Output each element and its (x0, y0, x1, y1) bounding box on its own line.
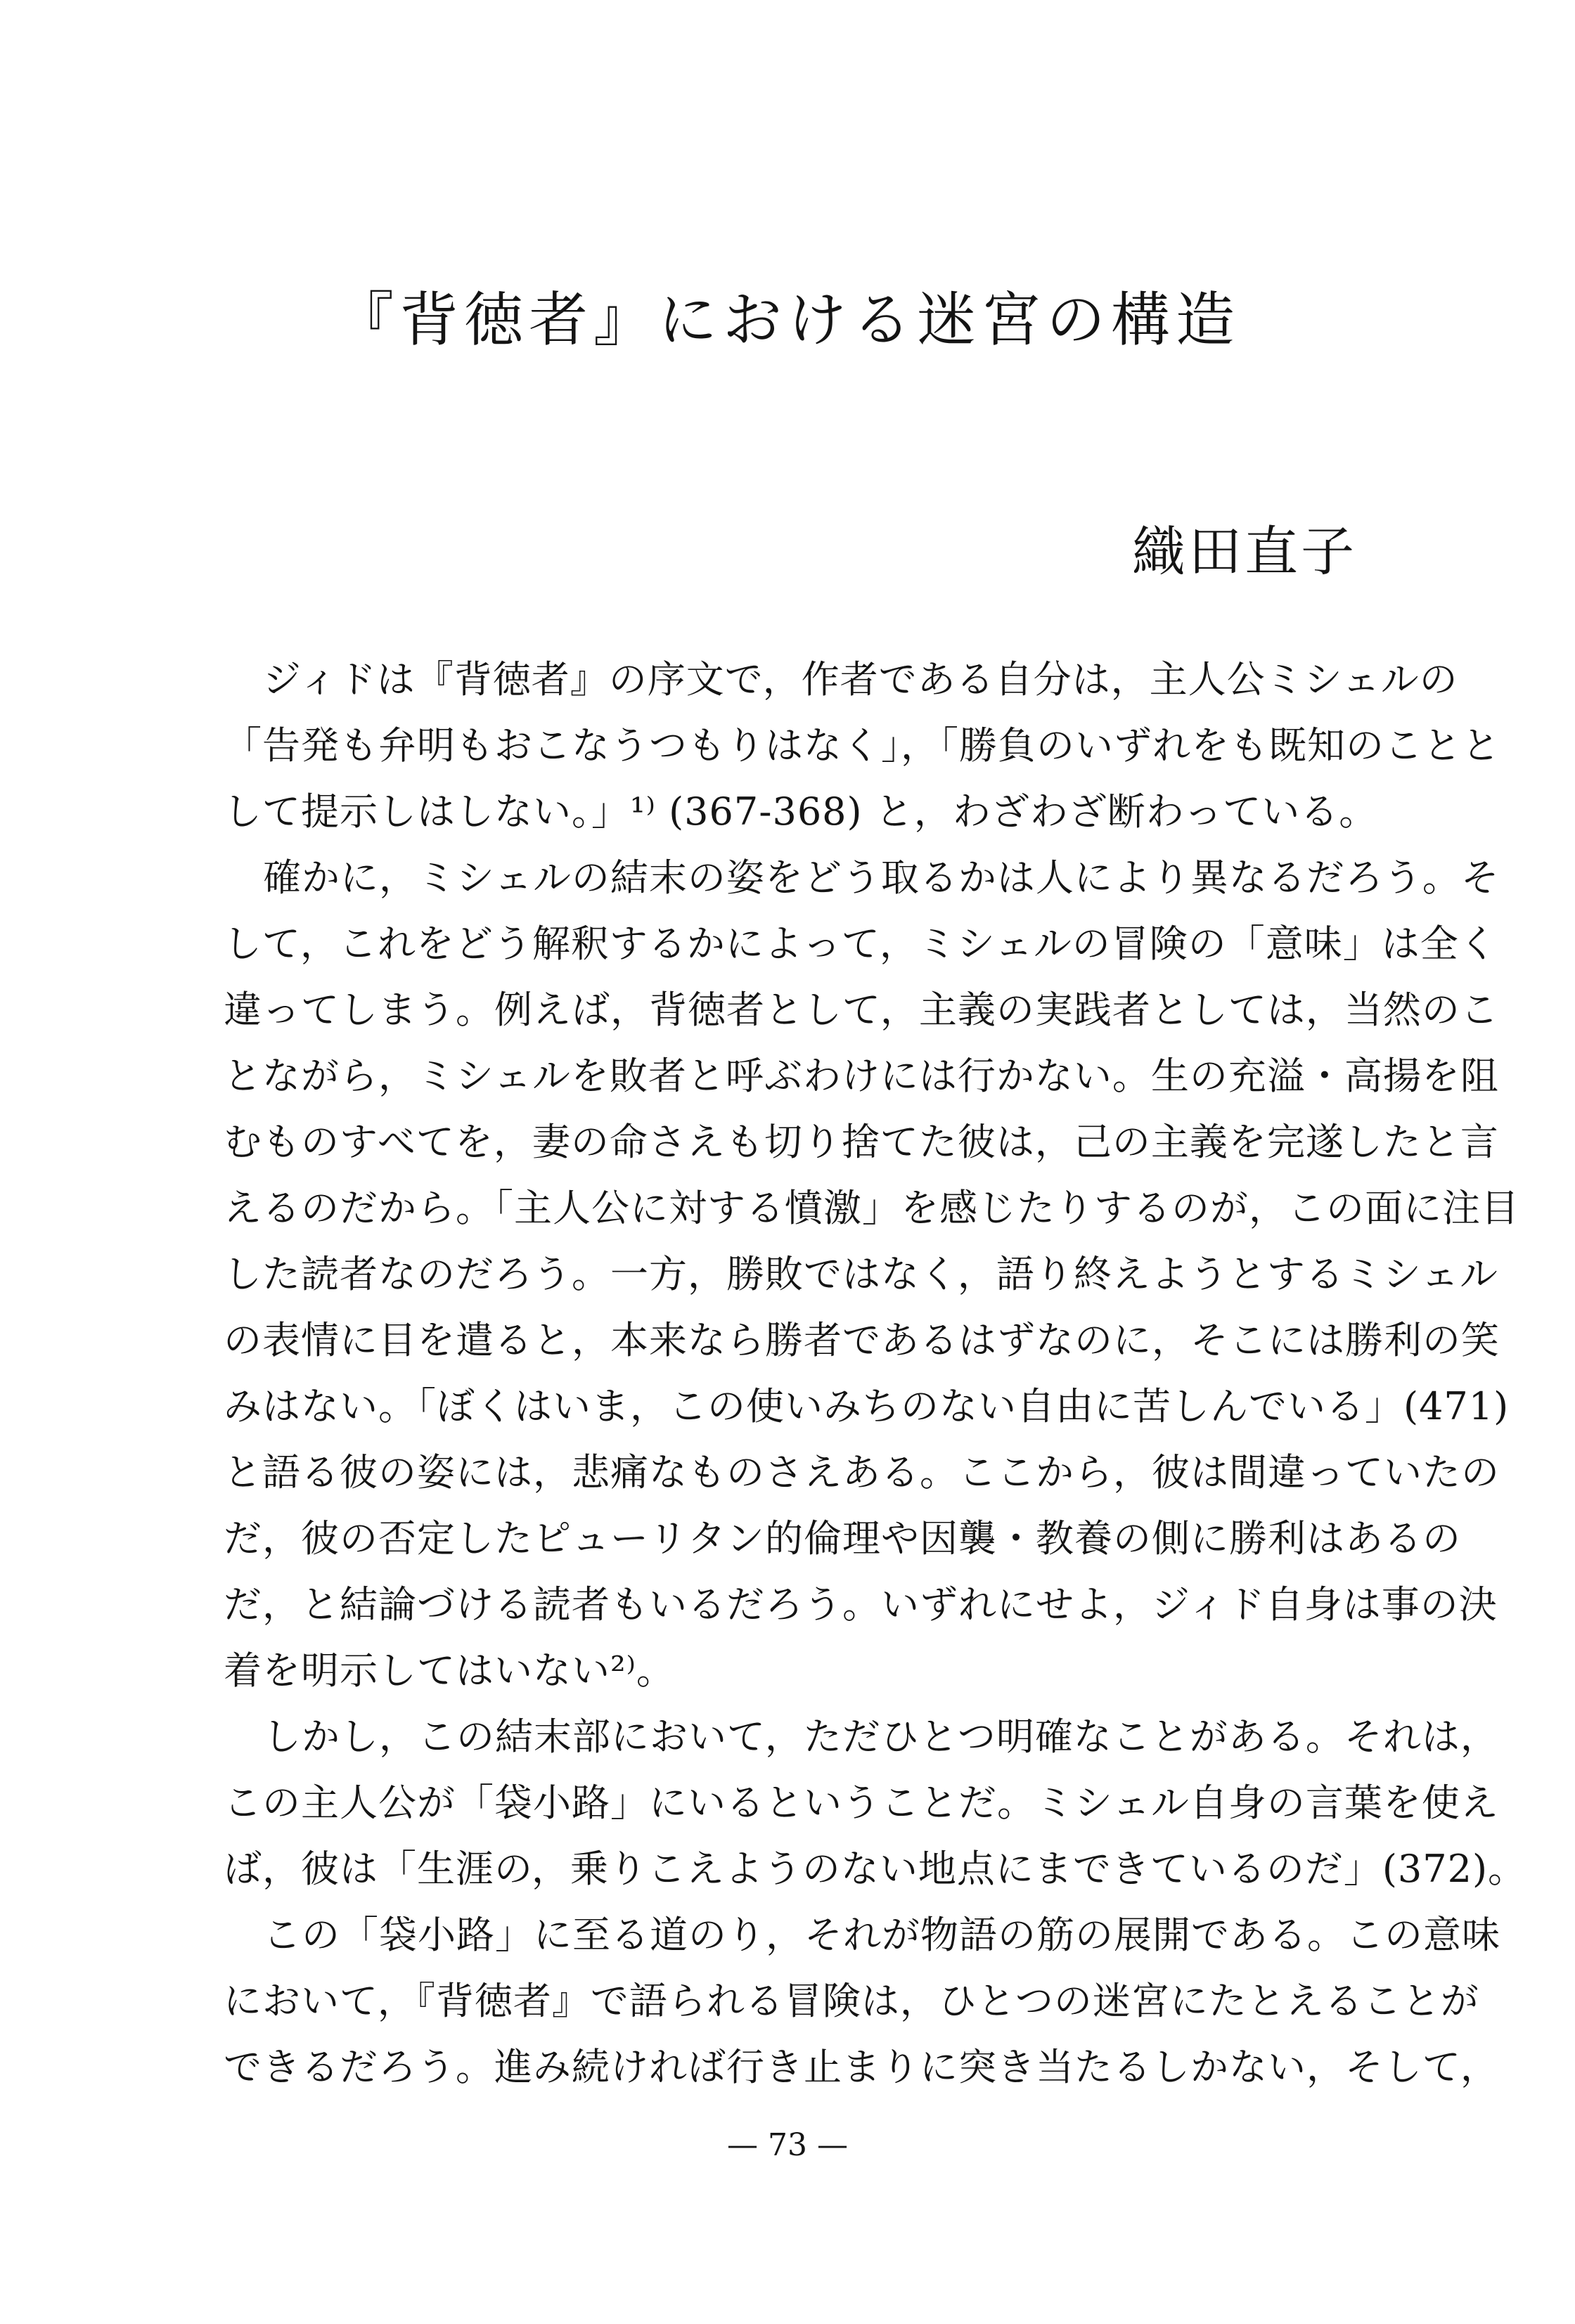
body-line: の表情に目を遣ると，本来なら勝者であるはずなのに，そこには勝利の笑 (224, 1318, 1500, 1362)
body-line: 確かに，ミシェルの結末の姿をどう取るかは人により異なるだろう。そ (263, 856, 1500, 900)
body-line: ば，彼は「生涯の，乗りこえようのない地点にまできているのだ」(372)。 (224, 1847, 1527, 1891)
body-line: だ，と結論づける読者もいるだろう。いずれにせよ，ジィド自身は事の決 (224, 1582, 1498, 1627)
body-line: だ，彼の否定したピューリタン的倫理や因襲・教養の側に勝利はあるの (224, 1516, 1461, 1561)
body-line: この「袋小路」に至る道のり，それが物語の筋の展開である。この意味 (263, 1913, 1500, 1957)
body-line: 違ってしまう。例えば，背徳者として，主義の実践者としては，当然のこ (224, 988, 1499, 1032)
body-line: みはない。「ぼくはいま，この使いみちのない自由に苦しんでいる」(471) (224, 1384, 1510, 1428)
article-title: 『背徳者』における迷宮の構造 (334, 285, 1240, 354)
body-line: と語る彼の姿には，悲痛なものさえある。ここから，彼は間違っていたの (224, 1450, 1500, 1495)
body-line: しかし，この結末部において，ただひとつ明確なことがある。それは， (263, 1715, 1499, 1759)
body-line: むものすべてを，妻の命さえも切り捨てた彼は，己の主義を完遂したと言 (224, 1120, 1499, 1164)
body-line: ジィドは『背徳者』の序文で，作者である自分は，主人公ミシェルの (263, 657, 1458, 702)
body-line: して，これをどう解釈するかによって，ミシェルの冒険の「意味」は全く (224, 922, 1498, 966)
body-line: した読者なのだろう。一方，勝敗ではなく，語り終えようとするミシェル (224, 1252, 1498, 1296)
body-line: して提示しはしない。」¹⁾ (367-368) と，わざわざ断わっている。 (224, 789, 1378, 834)
body-line: とながら，ミシェルを敗者と呼ぶわけには行かない。生の充溢・高揚を阻 (224, 1054, 1499, 1098)
body-line: できるだろう。進み続ければ行き止まりに突き当たるしかない，そして， (224, 2045, 1499, 2089)
article-body (224, 647, 1527, 2100)
page-number: — 73 — (727, 2127, 848, 2163)
body-line: この主人公が「袋小路」にいるということだ。ミシェル自身の言葉を使え (224, 1781, 1499, 1825)
body-line: 「告発も弁明もおこなうつもりはなく」，「勝負のいずれをも既知のことと (224, 723, 1500, 768)
body-line: 着を明示してはいない²⁾。 (224, 1648, 675, 1693)
author-name: 織田直子 (1132, 520, 1357, 583)
body-line: において，『背徳者』で語られる冒険は，ひとつの迷宮にたとえることが (224, 1979, 1479, 2023)
body-line: えるのだから。「主人公に対する憤激」を感じたりするのが，この面に注目 (224, 1186, 1519, 1230)
